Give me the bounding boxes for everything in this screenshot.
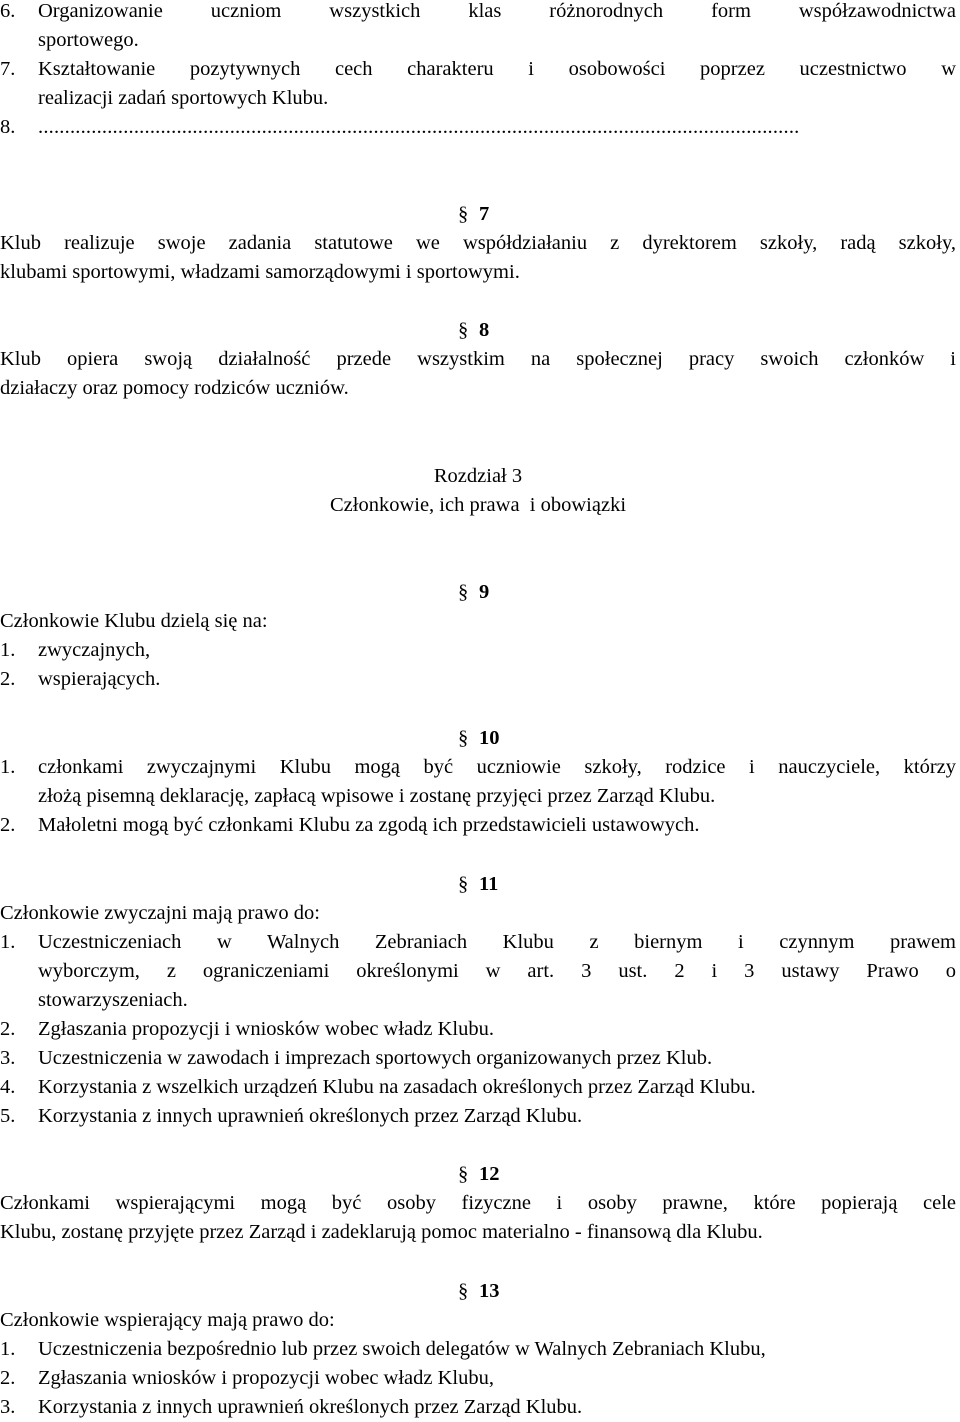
list-number: 7. — [0, 58, 16, 80]
section-heading — [458, 1277, 500, 1306]
chapter-title: Rozdział 3 — [433, 465, 523, 487]
list-text: realizacji zadań sportowych Klubu. — [38, 87, 329, 109]
list-text: członkami zwyczajnymi Klubu mogą być uczniowie szkoły, rodzice i nauczyciele, którzy — [38, 756, 956, 778]
section-sign: § — [458, 581, 469, 603]
section-heading — [458, 724, 500, 753]
list-number: 1. — [0, 931, 16, 953]
section-number: 7 — [479, 203, 490, 225]
list-number: 2. — [0, 1018, 16, 1040]
list-text: stowarzyszeniach. — [38, 989, 188, 1011]
paragraph-text: Klub opiera swoją działalność przede wszystkim na społecznej pracy swoich członków i — [0, 348, 956, 370]
list-text: Korzystania z innych uprawnień określonych przez Zarząd Klubu. — [38, 1396, 583, 1418]
list-text: Uczestniczenia bezpośrednio lub przez swoich delegatów w Walnych Zebraniach Klubu, — [38, 1338, 766, 1360]
section-number: 11 — [479, 873, 499, 895]
list-number: 1. — [0, 1338, 16, 1360]
paragraph-text: Klub realizuje swoje zadania statutowe we współdziałaniu z dyrektorem szkoły, radą szkoły, — [0, 232, 956, 254]
list-text: Uczestniczenia w zawodach i imprezach sportowych organizowanych przez Klub. — [38, 1047, 713, 1069]
list-number: 1. — [0, 639, 16, 661]
paragraph-text: Klubu, zostanę przyjęte przez Zarząd i zadeklarują pomoc materialno - finansową dla Klubu. — [0, 1221, 763, 1243]
list-text: złożą pisemną deklarację, zapłacą wpisowe i zostanę przyjęci przez Zarząd Klubu. — [38, 785, 716, 807]
list-text: Korzystania z innych uprawnień określonych przez Zarząd Klubu. — [38, 1105, 583, 1127]
section-heading — [458, 1160, 500, 1189]
chapter-subtitle: Członkowie, ich prawa i obowiązki — [329, 494, 627, 516]
section-heading — [458, 578, 489, 607]
list-intro: Członkowie Klubu dzielą się na: — [0, 610, 268, 632]
section-sign: § — [458, 727, 469, 749]
section-number: 12 — [479, 1163, 500, 1185]
list-text: Zgłaszania wniosków i propozycji wobec władz Klubu, — [38, 1367, 495, 1389]
list-number: 2. — [0, 668, 16, 690]
list-text: Uczestniczeniach w Walnych Zebraniach Klubu z biernym i czynnym prawem — [38, 931, 956, 953]
list-intro: Członkowie wspierający mają prawo do: — [0, 1309, 335, 1331]
section-sign: § — [458, 203, 469, 225]
list-number: 6. — [0, 0, 16, 22]
list-text: Zgłaszania propozycji i wniosków wobec władz Klubu. — [38, 1018, 495, 1040]
list-text: zwyczajnych, — [38, 639, 151, 661]
section-heading — [458, 200, 489, 229]
list-number: 4. — [0, 1076, 16, 1098]
section-number: 10 — [479, 727, 500, 749]
list-text: ............................................................................................................................................... — [38, 116, 800, 138]
section-sign: § — [458, 1163, 469, 1185]
section-sign: § — [458, 1280, 469, 1302]
list-text: Małoletni mogą być członkami Klubu za zgodą ich przedstawicieli ustawowych. — [38, 814, 700, 836]
list-number: 5. — [0, 1105, 16, 1127]
paragraph-text: Członkami wspierającymi mogą być osoby fizyczne i osoby prawne, które popierają cele — [0, 1192, 956, 1214]
list-number: 2. — [0, 1367, 16, 1389]
section-sign: § — [458, 873, 469, 895]
section-heading — [458, 870, 498, 899]
list-text: wspierających. — [38, 668, 161, 690]
list-number: 2. — [0, 814, 16, 836]
list-text: sportowego. — [38, 29, 139, 51]
section-heading — [458, 316, 489, 345]
list-intro: Członkowie zwyczajni mają prawo do: — [0, 902, 320, 924]
list-text: Kształtowanie pozytywnych cech charakteru i osobowości poprzez uczestnictwo w — [38, 58, 956, 80]
list-number: 3. — [0, 1047, 16, 1069]
section-number: 13 — [479, 1280, 500, 1302]
section-sign: § — [458, 319, 469, 341]
list-number: 1. — [0, 756, 16, 778]
list-text: Korzystania z wszelkich urządzeń Klubu na zasadach określonych przez Zarząd Klubu. — [38, 1076, 756, 1098]
list-text: wyborczym, z ograniczeniami określonymi w art. 3 ust. 2 i 3 ustawy Prawo o — [38, 960, 956, 982]
section-number: 9 — [479, 581, 490, 603]
list-number: 8. — [0, 116, 16, 138]
paragraph-text: działaczy oraz pomocy rodziców uczniów. — [0, 377, 349, 399]
list-number: 3. — [0, 1396, 16, 1418]
list-text: Organizowanie uczniom wszystkich klas różnorodnych form współzawodnictwa — [38, 0, 956, 22]
paragraph-text: klubami sportowymi, władzami samorządowymi i sportowymi. — [0, 261, 520, 283]
section-number: 8 — [479, 319, 490, 341]
